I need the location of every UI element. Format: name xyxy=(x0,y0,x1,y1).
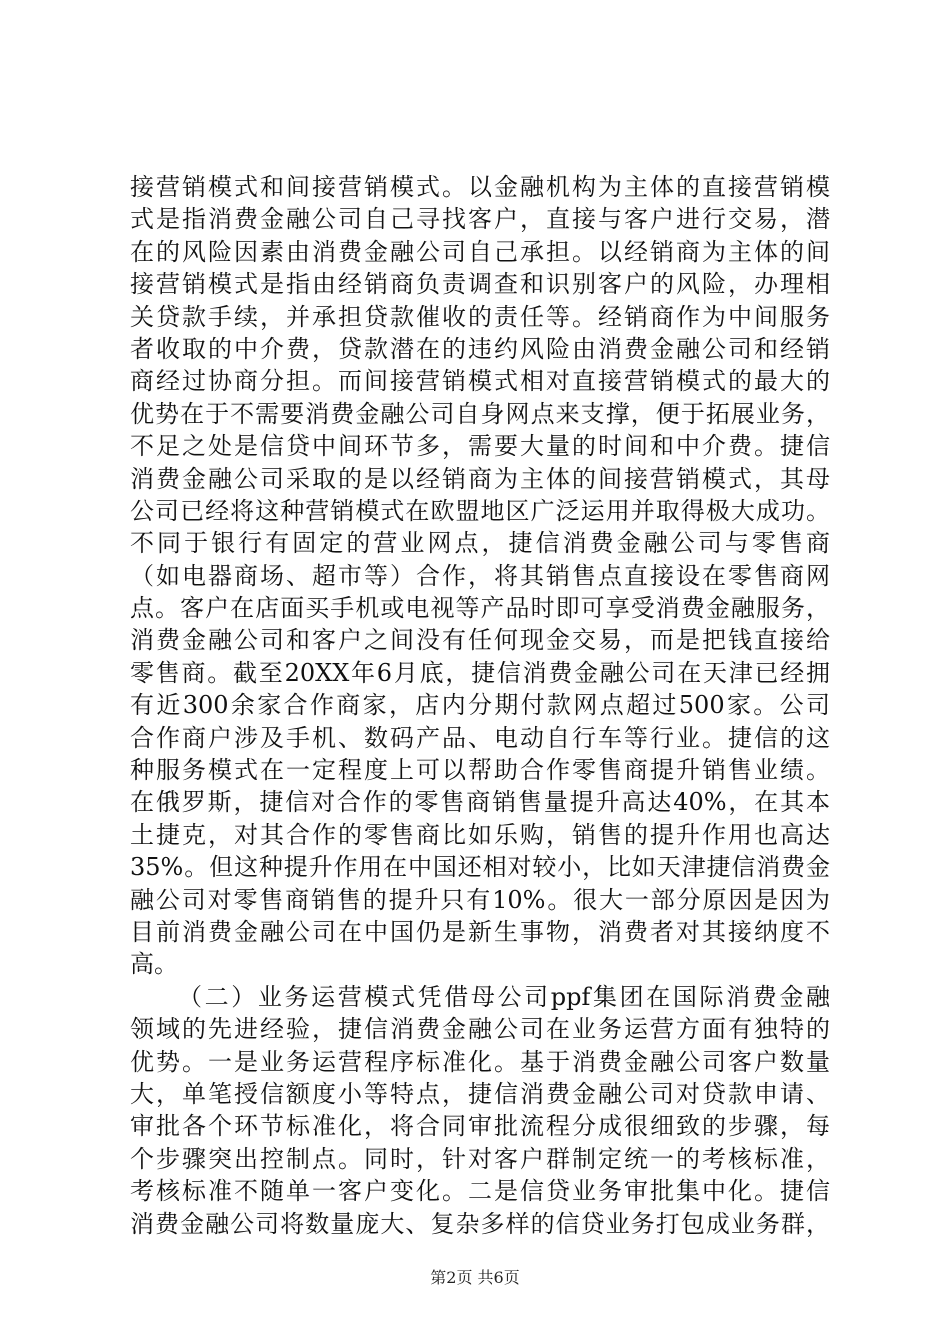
text-line: 目前消费金融公司在中国仍是新生事物，消费者对其接纳度不 xyxy=(130,917,830,946)
page-number-footer: 第2页 共6页 xyxy=(430,1268,520,1287)
text-line: 土捷克，对其合作的零售商比如乐购，销售的提升作用也高达 xyxy=(130,820,830,849)
text-line: 者收取的中介费，贷款潜在的违约风险由消费金融公司和经销 xyxy=(130,334,830,363)
text-line: 点。客户在店面买手机或电视等产品时即可享受消费金融服务， xyxy=(130,594,830,623)
text-line: 消费金融公司采取的是以经销商为主体的间接营销模式，其母 xyxy=(130,464,830,493)
text-line: 接营销模式和间接营销模式。以金融机构为主体的直接营销模 xyxy=(130,173,830,201)
text-line: （如电器商场、超市等）合作，将其销售点直接设在零售商网 xyxy=(130,561,830,590)
section-heading-line: （二）业务运营模式凭借母公司ppf集团在国际消费金融 xyxy=(178,982,830,1011)
text-line: 不同于银行有固定的营业网点，捷信消费金融公司与零售商 xyxy=(130,529,830,558)
text-line: 不足之处是信贷中间环节多，需要大量的时间和中介费。捷信 xyxy=(130,432,830,461)
text-line: 种服务模式在一定程度上可以帮助合作零售商提升销售业绩。 xyxy=(130,756,830,785)
text-line: 优势在于不需要消费金融公司自身网点来支撑，便于拓展业务， xyxy=(130,399,830,428)
text-line: 审批各个环节标准化，将合同审批流程分成很细致的步骤，每 xyxy=(130,1112,830,1141)
text-line: 消费金融公司将数量庞大、复杂多样的信贷业务打包成业务群， xyxy=(130,1209,830,1238)
text-line: 商经过协商分担。而间接营销模式相对直接营销模式的最大的 xyxy=(130,367,830,396)
text-line: 大，单笔授信额度小等特点，捷信消费金融公司对贷款申请、 xyxy=(130,1079,830,1108)
text-line: 接营销模式是指由经销商负责调查和识别客户的风险，办理相 xyxy=(130,270,830,299)
text-line: 考核标准不随单一客户变化。二是信贷业务审批集中化。捷信 xyxy=(130,1177,830,1206)
text-line: 合作商户涉及手机、数码产品、电动自行车等行业。捷信的这 xyxy=(130,723,830,752)
body-text xyxy=(130,171,830,1240)
text-line: 有近300余家合作商家，店内分期付款网点超过500家。公司 xyxy=(130,691,830,720)
text-line: 领域的先进经验，捷信消费金融公司在业务运营方面有独特的 xyxy=(130,1015,830,1044)
text-line: 公司已经将这种营销模式在欧盟地区广泛运用并取得极大成功。 xyxy=(130,496,830,525)
text-line: 优势。一是业务运营程序标准化。基于消费金融公司客户数量 xyxy=(130,1047,830,1076)
text-line: 关贷款手续，并承担贷款催收的责任等。经销商作为中间服务 xyxy=(130,302,830,331)
text-line: 式是指消费金融公司自己寻找客户，直接与客户进行交易，潜 xyxy=(130,205,830,234)
text-line: 零售商。截至20XX年6月底，捷信消费金融公司在天津已经拥 xyxy=(130,658,830,687)
text-line: 个步骤突出控制点。同时，针对客户群制定统一的考核标准， xyxy=(130,1144,830,1173)
text-line: 消费金融公司和客户之间没有任何现金交易，而是把钱直接给 xyxy=(130,626,830,655)
paragraph-end-line: 高。 xyxy=(130,950,178,979)
text-line: 在的风险因素由消费金融公司自己承担。以经销商为主体的间 xyxy=(130,237,830,266)
text-line: 35%。但这种提升作用在中国还相对较小，比如天津捷信消费金 xyxy=(130,853,830,882)
text-line: 融公司对零售商销售的提升只有10%。很大一部分原因是因为 xyxy=(130,885,830,914)
text-line: 在俄罗斯，捷信对合作的零售商销售量提升高达40%，在其本 xyxy=(130,788,830,817)
